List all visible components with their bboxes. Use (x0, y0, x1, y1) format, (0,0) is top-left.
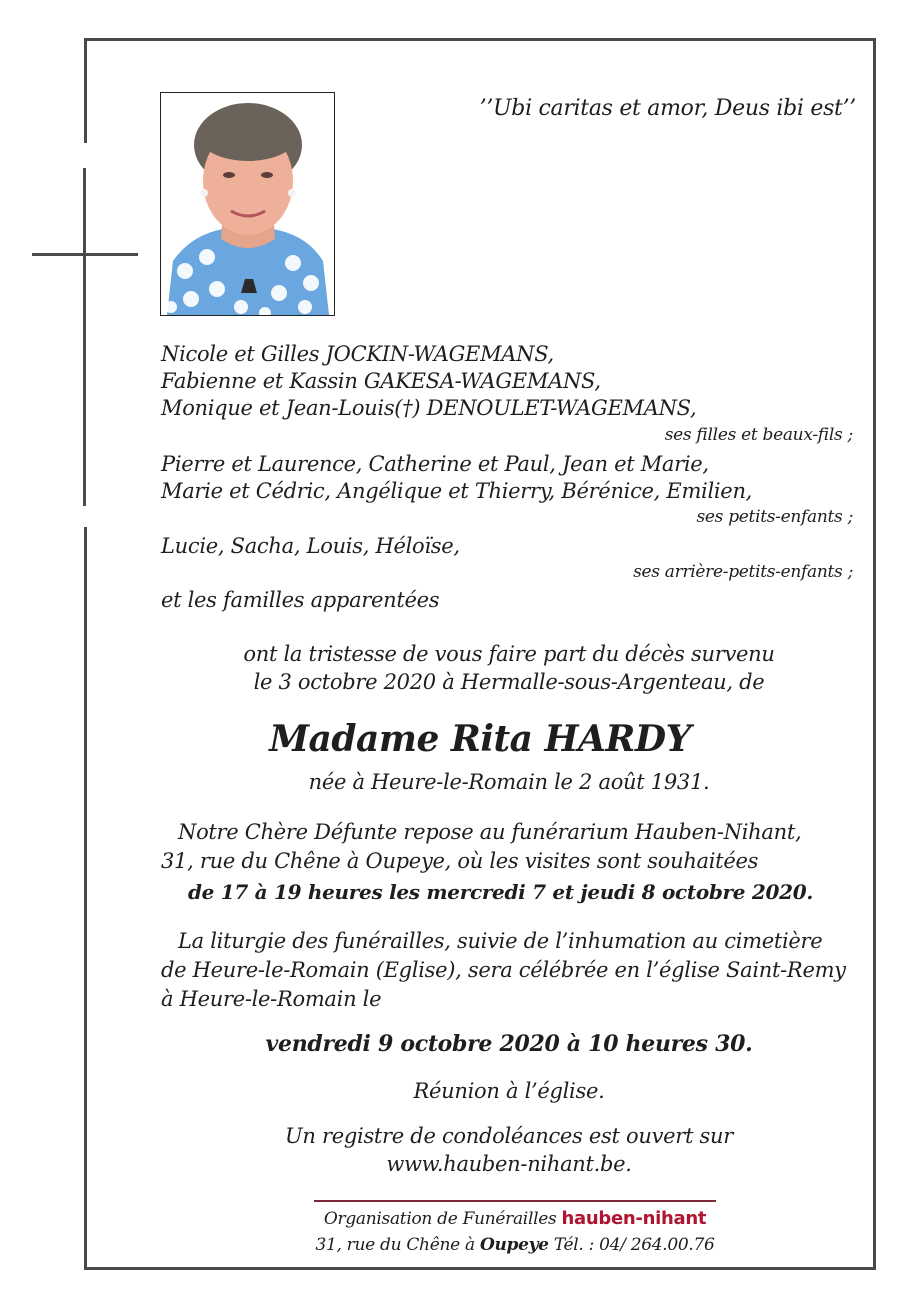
announcement-line: le 3 octobre 2020 à Hermalle-sous-Argenteau, de (253, 670, 765, 694)
family-line: Monique et Jean-Louis(†) DENOULET-WAGEMANS, (161, 396, 697, 420)
family-line: et les familles apparentées (161, 588, 440, 612)
portrait-photo (160, 92, 335, 316)
footer-address-prefix: 31, rue du Chêne à (315, 1235, 475, 1255)
footer-org-prefix: Organisation de Funérailles (323, 1209, 557, 1229)
visitation-hours: de 17 à 19 heures les mercredi 7 et jeudi 8 octobre 2020. (188, 880, 813, 904)
birth-info: née à Heure-le-Romain le 2 août 1931. (308, 770, 710, 794)
family-line: Lucie, Sacha, Louis, Héloïse, (161, 534, 460, 558)
register-website: www.hauben-nihant.be. (386, 1152, 632, 1176)
footer-rule (314, 1200, 716, 1202)
deceased-name: Madame Rita HARDY (269, 718, 691, 760)
family-relation-label: ses petits-enfants ; (696, 507, 853, 527)
family-line: Pierre et Laurence, Catherine et Paul, Jean et Marie, (161, 452, 709, 476)
register-line: Un registre de condoléances est ouvert sur (285, 1124, 733, 1148)
visitation-line: Notre Chère Défunte repose au funérarium Hauben-Nihant, (178, 820, 802, 844)
portrait-icon (161, 93, 334, 315)
family-line: Marie et Cédric, Angélique et Thierry, Bérénice, Emilien, (161, 479, 753, 503)
quote: ’’Ubi caritas et amor, Deus ibi est’’ (479, 96, 856, 121)
cross-icon-horizontal (32, 253, 138, 256)
brand-logo: hauben-nihant (561, 1208, 707, 1229)
family-line: Fabienne et Kassin GAKESA-WAGEMANS, (161, 369, 601, 393)
reunion-note: Réunion à l’église. (413, 1079, 605, 1103)
liturgy-line: de Heure-le-Romain (Eglise), sera célébrée en l’église Saint-Remy (161, 958, 846, 982)
footer-organisation (314, 1208, 716, 1230)
family-line: Nicole et Gilles JOCKIN-WAGEMANS, (161, 342, 554, 366)
footer-city: Oupeye (479, 1235, 549, 1255)
footer-address (314, 1234, 716, 1256)
announcement-line: ont la tristesse de vous faire part du décès survenu (243, 642, 775, 666)
funeral-date: vendredi 9 octobre 2020 à 10 heures 30. (265, 1031, 753, 1057)
family-relation-label: ses arrière-petits-enfants ; (633, 562, 853, 582)
footer-phone: Tél. : 04/ 264.00.76 (553, 1235, 715, 1255)
family-relation-label: ses filles et beaux-fils ; (664, 425, 853, 445)
cross-icon-vertical (83, 168, 86, 506)
liturgy-line: La liturgie des funérailles, suivie de l’inhumation au cimetière (178, 929, 823, 953)
visitation-line: 31, rue du Chêne à Oupeye, où les visites sont souhaitées (161, 849, 759, 873)
liturgy-line: à Heure-le-Romain le (161, 987, 382, 1011)
